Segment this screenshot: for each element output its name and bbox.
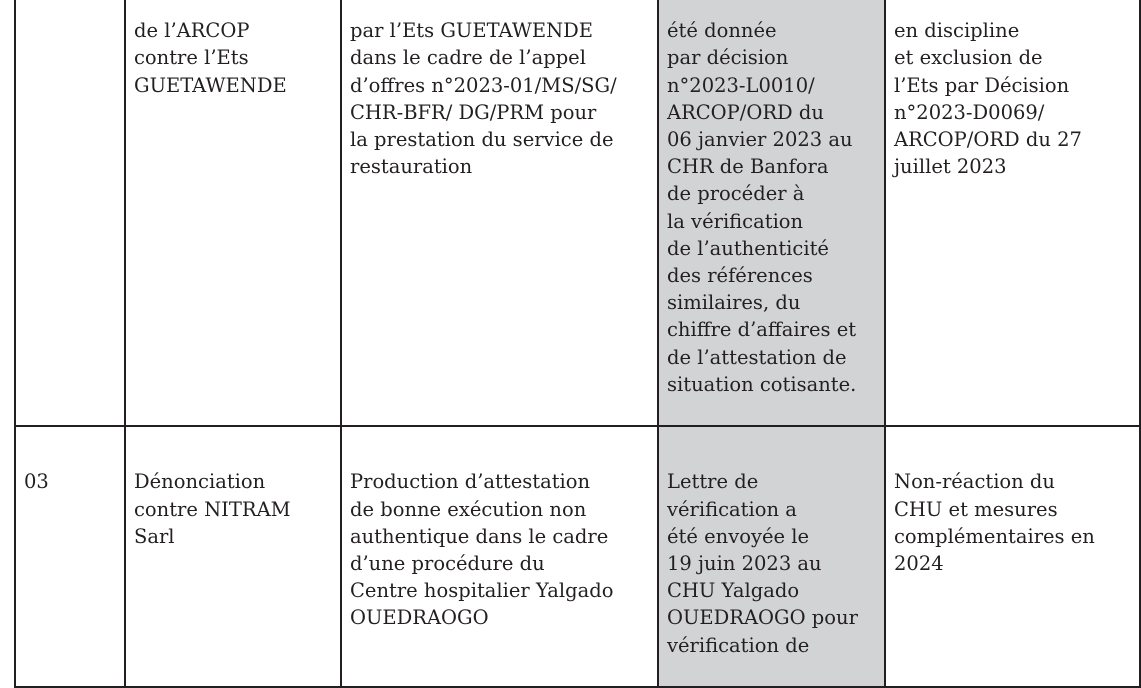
case-outcome: Non-réaction du CHU et mesures complémentaires en 2024 [894, 470, 1095, 576]
case-number-cell [15, 0, 125, 426]
case-outcome-cell [885, 0, 1140, 426]
case-actions: Lettre de vérification a été envoyée le 19 juin 2023 au CHU Yalgado OUEDRAOGO pour vérification de [667, 470, 858, 657]
case-subject: de l’ARCOP contre l’Ets GUETAWENDE [134, 19, 287, 97]
case-number: 03 [24, 470, 49, 494]
case-facts-cell [341, 0, 658, 426]
case-outcome: en discipline et exclusion de l’Ets par Décision n°2023-D0069/ ARCOP/ORD du 27 juillet 2023 [894, 19, 1082, 179]
case-outcome-cell [885, 426, 1140, 687]
case-actions-cell [658, 0, 885, 426]
case-facts-cell [341, 426, 658, 687]
case-subject: Dénonciation contre NITRAM Sarl [134, 470, 291, 548]
table-row [15, 0, 1140, 426]
case-actions-cell [658, 426, 885, 687]
case-facts: Production d’attestation de bonne exécution non authentique dans le cadre d’une procédure du Centre hospitalier Yalgado OUEDRAOGO [350, 470, 614, 630]
cases-table [14, 0, 1141, 688]
case-number-cell [15, 426, 125, 687]
case-subject-cell [125, 0, 341, 426]
table-row [15, 426, 1140, 687]
case-actions: été donnée par décision n°2023-L0010/ ARCOP/ORD du 06 janvier 2023 au CHR de Banfora de procéder à la vérification de l’authenticité des références similaires, du chiffre d’affaires et de l’attestation de situation cotisante. [667, 19, 857, 396]
case-facts: par l’Ets GUETAWENDE dans le cadre de l’appel d’offres n°2023-01/MS/SG/ CHR-BFR/ DG/PRM pour la prestation du service de restauration [350, 19, 617, 179]
case-subject-cell [125, 426, 341, 687]
